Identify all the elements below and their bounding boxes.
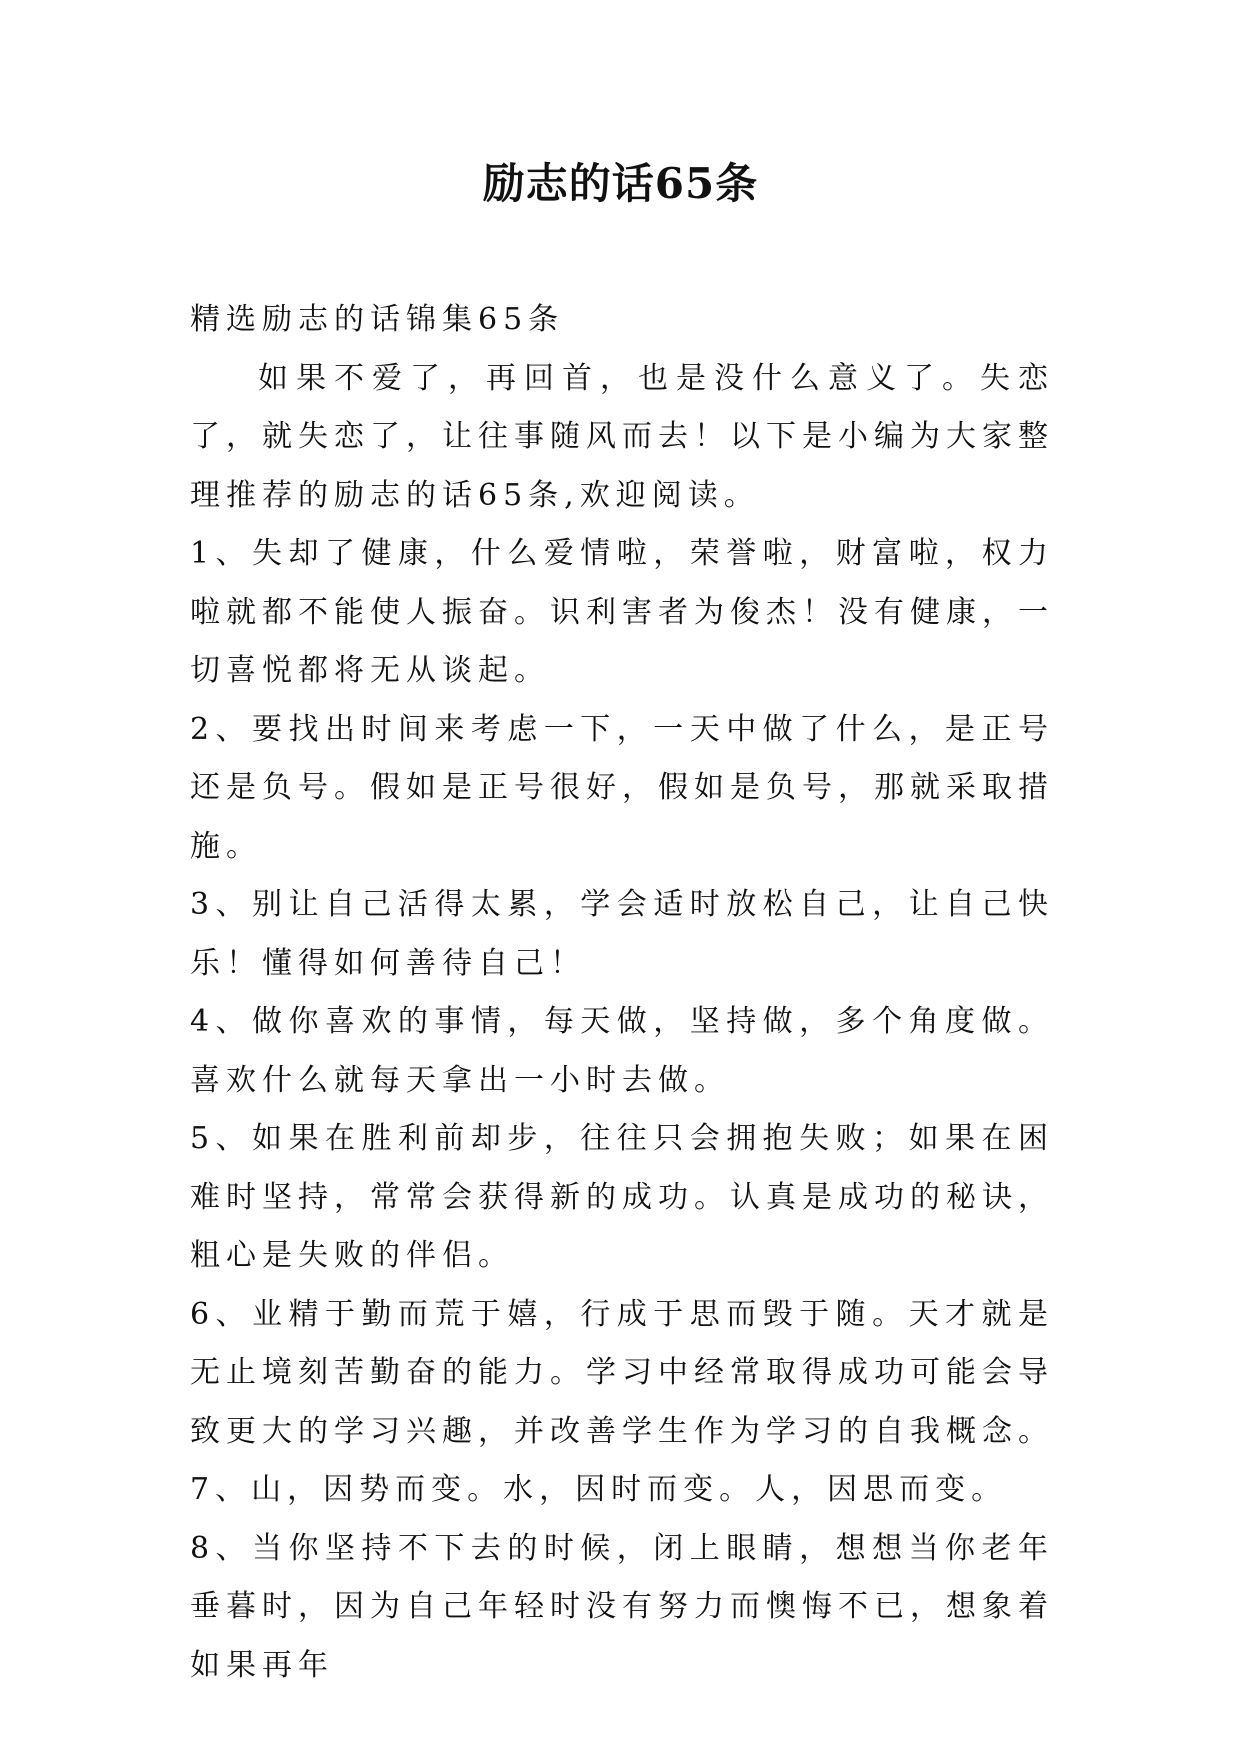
list-item: 8、当你坚持不下去的时候，闭上眼睛，想想当你老年垂暮时，因为自己年轻时没有努力而懊悔不已，想象着如果再年 [190,1530,1054,1683]
list-item: 3、别让自己活得太累，学会适时放松自己，让自己快乐！懂得如何善待自己！ [190,887,1054,981]
document-title: 励志的话65条 [482,159,759,208]
list-item: 6、业精于勤而荒于嬉，行成于思而毁于随。天才就是无止境刻苦勤奋的能力。学习中经常取得成功可能会导致更大的学习兴趣，并改善学生作为学习的自我概念。 [190,1296,1054,1449]
list-item: 1、失却了健康，什么爱情啦，荣誉啦，财富啦，权力啦就都不能使人振奋。识利害者为俊杰！没有健康，一切喜悦都将无从谈起。 [190,536,1054,688]
document-body [190,291,1054,1695]
list-item: 5、如果在胜利前却步，往往只会拥抱失败；如果在困难时坚持，常常会获得新的成功。认真是成功的秘诀，粗心是失败的伴侣。 [190,1121,1054,1273]
list-item: 2、要找出时间来考虑一下，一天中做了什么，是正号还是负号。假如是正号很好，假如是负号，那就采取措施。 [190,711,1054,864]
list-item: 4、做你喜欢的事情，每天做，坚持做，多个角度做。喜欢什么就每天拿出一小时去做。 [190,1004,1054,1098]
intro-paragraph: 如果不爱了，再回首，也是没什么意义了。失恋了，就失恋了，让往事随风而去！以下是小编为大家整理推荐的励志的话65条,欢迎阅读。 [190,360,1054,513]
document-subtitle: 精选励志的话锦集65条 [190,302,565,337]
list-item: 7、山，因势而变。水，因时而变。人，因思而变。 [190,1472,1008,1507]
